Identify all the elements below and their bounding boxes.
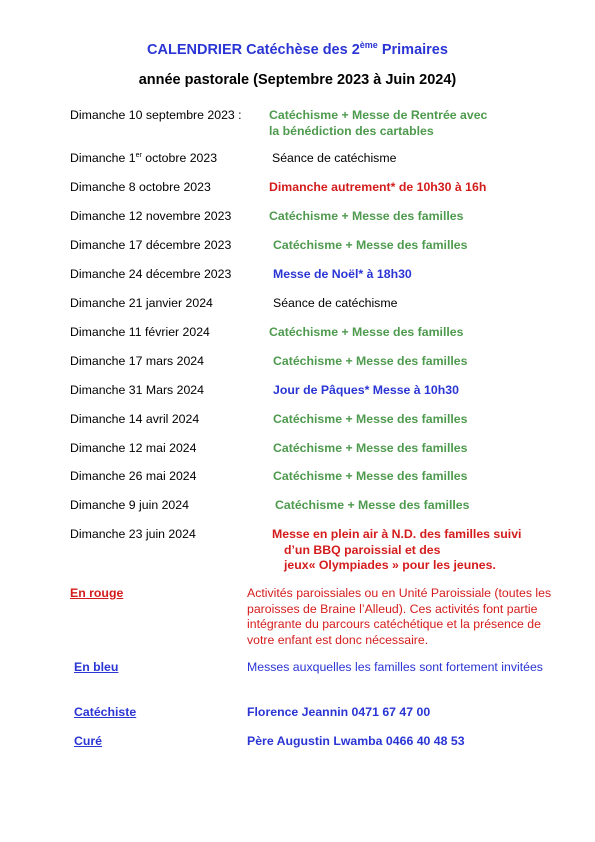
row-activity: Séance de catéchisme [273,296,398,310]
legend-red-text: Activités paroissiales ou en Unité Paroissiale (toutes les paroisses de Braine l’Alleud). Ces activités font partie intégrante du parcours catéchétique et la présence de votre enfant est donc nécessaire. [247,586,552,647]
row-activity: Catéchisme + Messe des familles [273,469,468,483]
schedule-row [70,354,570,372]
row-activity: Catéchisme + Messe des familles [273,412,468,426]
row-date: Dimanche 8 octobre 2023 [70,180,211,194]
row-date: Dimanche 12 novembre 2023 [70,209,232,223]
schedule-row [70,527,570,572]
row-activity: Séance de catéchisme [272,151,397,165]
schedule-row [70,412,570,430]
row-date: Dimanche 23 juin 2024 [70,527,196,541]
row-activity: Catéchisme + Messe des familles [273,354,468,368]
title-superscript: ème [359,40,378,50]
row-date: Dimanche 26 mai 2024 [70,469,197,483]
legend-blue-text: Messes auxquelles les familles sont fortement invitées [247,660,543,674]
catechist-contact: Florence Jeannin 0471 67 47 00 [247,705,431,719]
schedule-row [70,238,570,256]
schedule-row [70,151,570,169]
row-activity [269,108,487,139]
priest-label: Curé [74,734,103,748]
priest-contact: Père Augustin Lwamba 0466 40 48 53 [247,734,465,748]
activity-line: Catéchisme + Messe de Rentrée avec [269,108,488,122]
row-activity: Catéchisme + Messe des familles [269,209,464,223]
row-date: Dimanche 1er octobre 2023 [70,151,218,165]
schedule-row [70,296,570,314]
title-main: CALENDRIER Catéchèse des 2 [147,41,360,58]
row-activity: Dimanche autrement* de 10h30 à 16h [269,180,487,194]
row-date: Dimanche 10 septembre 2023 : [70,108,242,122]
page-subtitle: année pastorale (Septembre 2023 à Juin 2024) [138,72,457,88]
row-activity [272,527,521,574]
row-activity: Jour de Pâques* Messe à 10h30 [273,383,459,397]
schedule-row [70,441,570,459]
row-activity: Catéchisme + Messe des familles [269,325,464,339]
schedule-row [70,180,570,198]
row-date: Dimanche 24 décembre 2023 [70,267,232,281]
title-end: Primaires [377,41,448,58]
schedule-row [70,383,570,401]
row-date: Dimanche 31 Mars 2024 [70,383,204,397]
schedule-row [70,469,570,487]
row-date: Dimanche 17 mars 2024 [70,354,204,368]
row-date: Dimanche 14 avril 2024 [70,412,200,426]
activity-line: la bénédiction des cartables [269,123,434,138]
activity-line: d’un BBQ paroissial et des [284,542,441,557]
row-date: Dimanche 17 décembre 2023 [70,238,232,252]
schedule-row [70,325,570,343]
activity-line: Messe en plein air à N.D. des familles suivi [272,527,522,541]
legend-red-label: En rouge [70,586,124,600]
row-date: Dimanche 21 janvier 2024 [70,296,213,310]
row-date: Dimanche 12 mai 2024 [70,441,197,455]
row-activity: Messe de Noël* à 18h30 [273,267,412,281]
page-title [0,40,595,58]
schedule-row [70,209,570,227]
schedule-row [70,498,570,516]
activity-line: jeux« Olympiades » pour les jeunes. [284,558,496,572]
row-activity: Catéchisme + Messe des familles [273,441,468,455]
row-activity: Catéchisme + Messe des familles [275,498,470,512]
legend-blue-label: En bleu [74,660,119,674]
schedule-row [70,108,570,138]
schedule-row [70,267,570,285]
row-date: Dimanche 9 juin 2024 [70,498,189,512]
row-date: Dimanche 11 février 2024 [70,325,210,339]
catechist-label: Catéchiste [74,705,137,719]
row-activity: Catéchisme + Messe des familles [273,238,468,252]
